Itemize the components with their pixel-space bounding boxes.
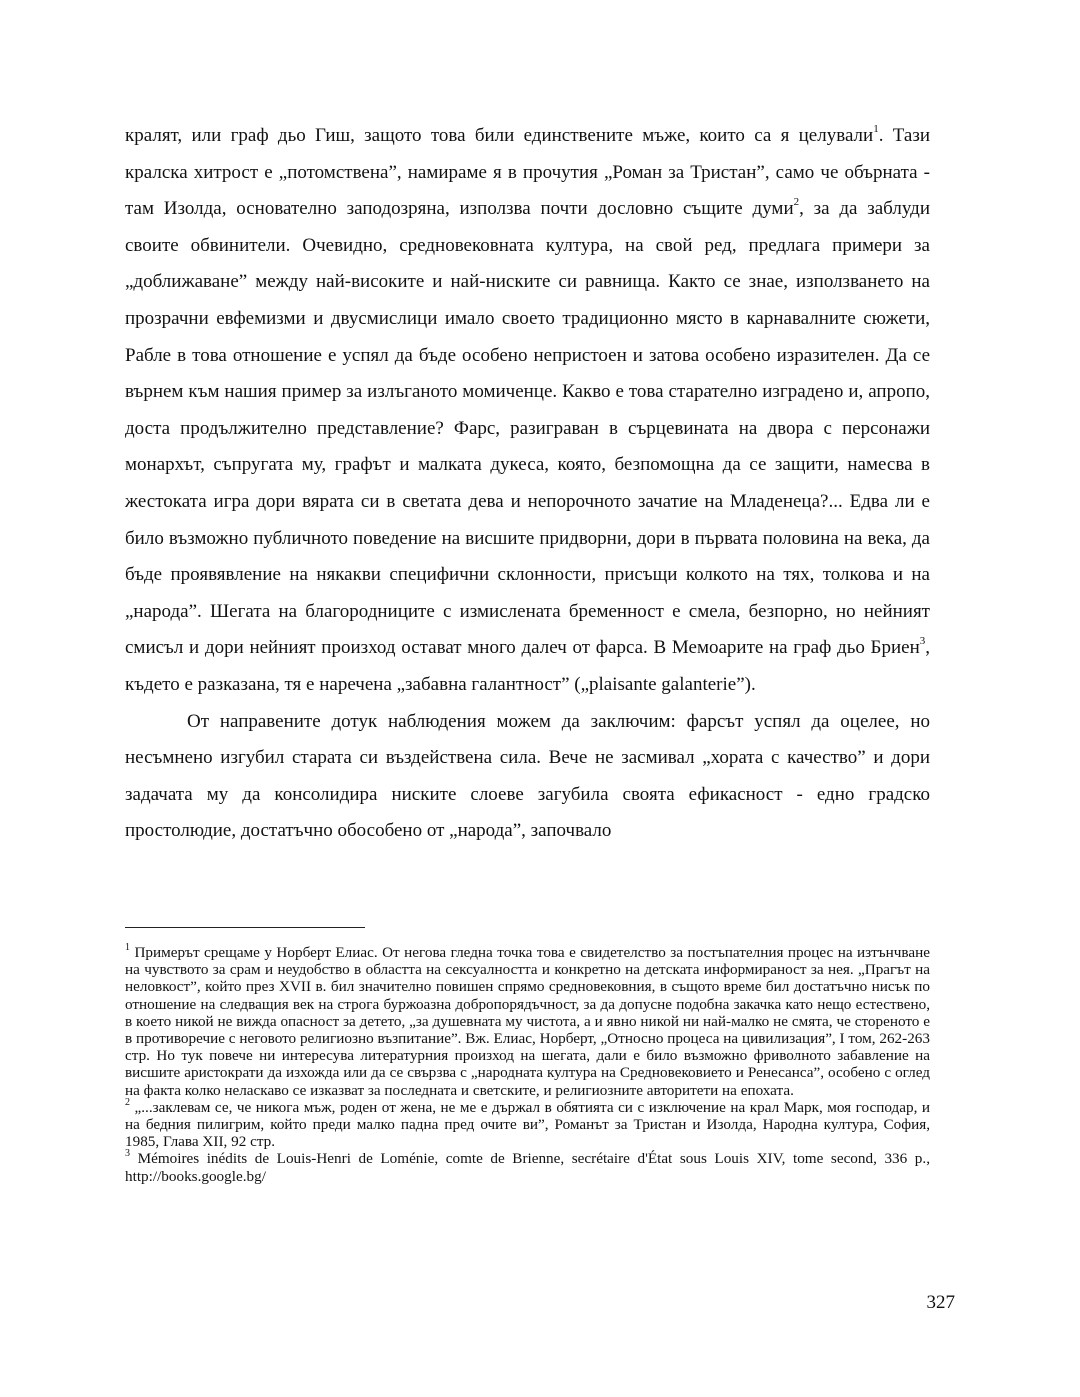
paragraph-1 — [125, 118, 930, 704]
page-number: 327 — [926, 1292, 955, 1313]
footnote-ref-3[interactable]: 3 — [919, 634, 926, 647]
footnote-2-number: 2 — [125, 1096, 130, 1108]
footnote-1 — [125, 941, 930, 1099]
paragraph-1-part-4: , където е разказана, тя е наречена „забавна галантност” („plaisante galanterie”). — [125, 637, 930, 695]
footnote-separator — [125, 927, 365, 928]
footnote-2 — [125, 1096, 930, 1151]
footnote-3 — [125, 1150, 930, 1184]
footnotes — [125, 941, 930, 1185]
main-text — [125, 118, 930, 850]
footnote-3-text: Mémoires inédits de Louis-Henri de Loménie, comte de Brienne, secrétaire d'État sous Louis XIV, tome second, 336 p., http://books.google.bg/ — [125, 1150, 930, 1185]
paragraph-1-part-1: кралят, или граф дьо Гиш, защото това били единствените мъже, които са я целували — [125, 125, 874, 146]
paragraph-1-part-2: . Тази кралска хитрост е „потомствена”, намираме я в прочутия „Роман за Тристан”, само че обърната - там Изолда, основателно заподозряна, използва почти дословно същите думи — [125, 125, 930, 220]
paragraph-2: От направените дотук наблюдения можем да заключим: фарсът успял да оцелее, но несъмнено изгубил старата си въздействена сила. Вече не засмивал „хората с качество” и дори задачата му да консолидира ниските слоеве загубила своята ефикасност - едно градско простолюдие, достатъчно обособено от „народа”, започвало — [125, 710, 930, 842]
footnote-ref-2[interactable]: 2 — [793, 195, 800, 208]
footnote-3-number: 3 — [125, 1148, 130, 1160]
footnote-2-text: „...заклевам се, че никога мъж, роден от жена, не ме е държал в обятията си с изключение на крал Марк, моя господар, и на бедния пилигрим, който преди малко падна пред очите ви”, Романът за Тристан и Изолда, Народна култура, София, 1985, Глава XII, 92 стр. — [125, 1098, 930, 1151]
footnote-1-number: 1 — [125, 941, 130, 953]
footnote-1-text: Примерът срещаме у Норберт Елиас. От негова гледна точка това е свидетелство за постъпателния процес на изтънчване на чувството за срам и неудобство в областта на сексуалността и конкретно на детската информираност за нея. „Прагът на неловкост”, който през XVII в. бил значително повишен спрямо средновековния, в същото време бил достатъчно нисък по отношение на следващия век на строга буржоазна добропорядъчност, за да допусне подобна закачка като нещо естествено, в което никой не вижда опасност за детето, „за душевната му чистота, а и явно никой ни най-малко не смята, че стореното е в противоречие с неговото религиозно възпитание”. Вж. Елиас, Норберт, „Относно процеса на цивилизация”, I том, 262-263 стр. Но тук повече ни интересува литературния произход на шегата, дали е било възможно фриволното забавление на висшите аристократи да изхожда или да се свързва с „народната култура на Средновековието и Ренесанса”, особено с оглед на факта колко неласкаво се изказват за последната и светските, и религиозните авторитети на епохата. — [125, 944, 930, 1099]
footnote-ref-1[interactable]: 1 — [873, 122, 879, 135]
paragraph-1-part-3: , за да заблуди своите обвинители. Очевидно, средновековната култура, на свой ред, предлага примери за „доближаване” между най-високите и най-ниските си равнища. Както се знае, използването на прозрачни евфемизми и двусмислици имало своето традиционно място в карнавалните сюжети, Рабле в това отношение е успял да бъде особено непристоен и затова особено изразителен. Да се върнем към нашия пример за излъганото момиченце. Какво е това старателно изградено и, апропо, доста продължително представление? Фарс, разиграван в сърцевината на двора с персонажи монархът, съпругата му, графът и малката дукеса, която, безпомощна да се защити, намесва в жестоката игра дори вярата си в светата дева и непорочното зачатие на Младенеца?... Едва ли е било възможно публичното поведение на висшите придворни, дори в първата половина на века, да бъде проявявление на някакви специфични склонности, присъщи колкото на тях, толкова и на „народа”. Шегата на благородниците с измислената бременност е смела, безпорно, но нейният смисъл и дори нейният произход остават много далеч от фарса. В Мемоарите на граф дьо Бриен — [125, 198, 930, 659]
